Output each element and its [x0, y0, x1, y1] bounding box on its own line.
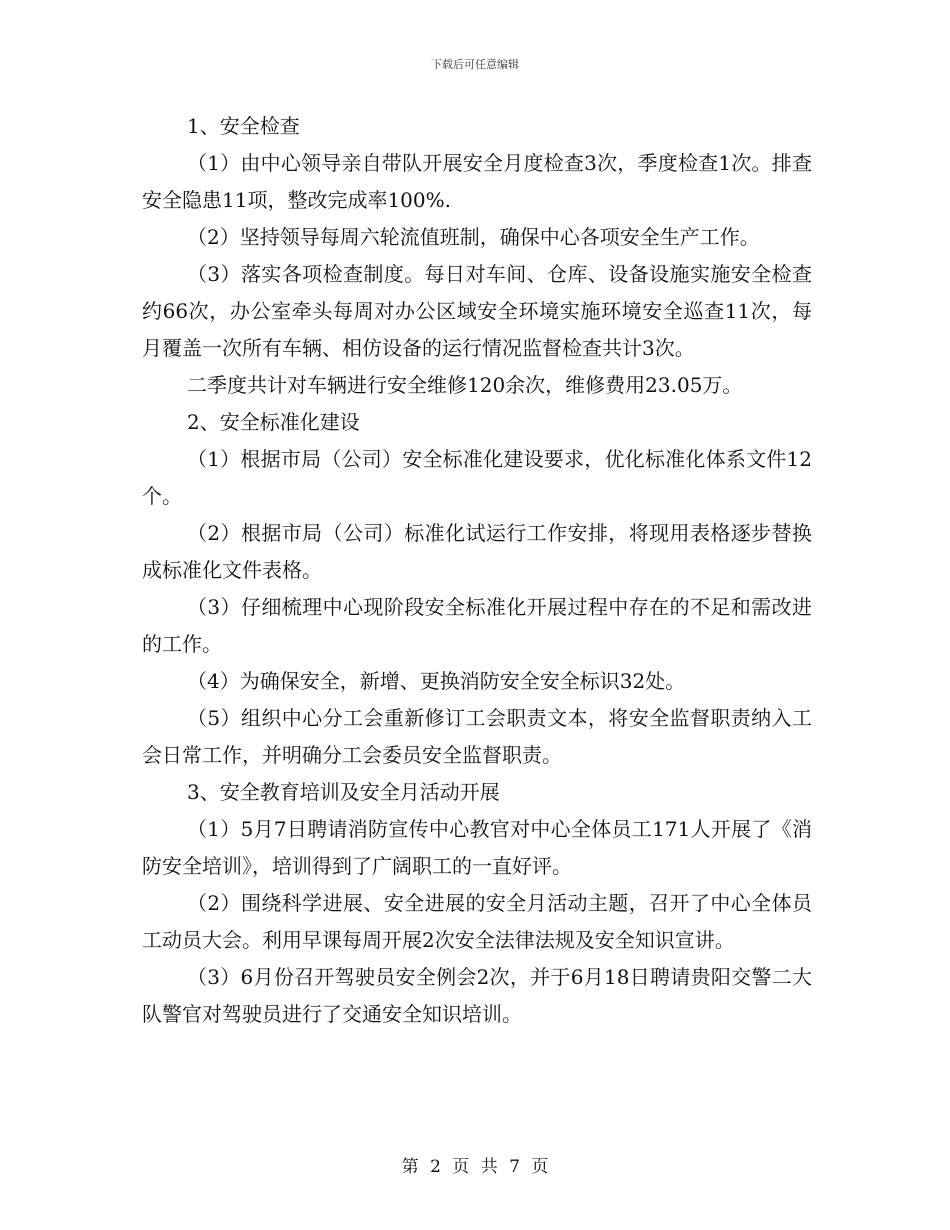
page-header: 下载后可任意编辑 — [431, 58, 519, 71]
section-heading-training: 3、安全教育培训及安全月活动开展 — [187, 780, 500, 804]
paragraph: （2）坚持领导每周六轮流值班制，确保中心各项安全生产工作。 — [187, 225, 760, 249]
paragraph: （4）为确保安全，新增、更换消防安全安全标识32处。 — [187, 669, 686, 693]
section-heading-safety-inspection: 1、安全检查 — [187, 114, 300, 138]
paragraph: （3）仔细梳理中心现阶段安全标准化开展过程中存在的不足和需改进的工作。 — [142, 595, 812, 656]
section-heading-standardization: 2、安全标准化建设 — [187, 410, 360, 434]
document-body — [142, 108, 812, 1033]
paragraph: 二季度共计对车辆进行安全维修120余次，维修费用23.05万。 — [187, 373, 743, 397]
paragraph: （2）围绕科学进展、安全进展的安全月活动主题，召开了中心全体员工动员大会。利用早课每周开展2次安全法律法规及安全知识宣讲。 — [142, 891, 812, 952]
paragraph: （5）组织中心分工会重新修订工会职责文本，将安全监督职责纳入工会日常工作，并明确分工会委员安全监督职责。 — [142, 706, 812, 767]
paragraph: （1）由中心领导亲自带队开展安全月度检查3次，季度检查1次。排查安全隐患11项，整改完成率100%. — [142, 151, 812, 212]
paragraph: （3）落实各项检查制度。每日对车间、仓库、设备设施实施安全检查约66次，办公室牵头每周对办公区域安全环境实施环境安全巡查11次，每月覆盖一次所有车辆、相仿设备的运行情况监督检查共计3次。 — [142, 262, 812, 360]
page-number-footer: 第 2 页 共 7 页 — [401, 1157, 549, 1177]
paragraph: （3）6月份召开驾驶员安全例会2次，并于6月18日聘请贵阳交警二大队警官对驾驶员进行了交通安全知识培训。 — [142, 965, 812, 1026]
paragraph: （1）根据市局（公司）安全标准化建设要求，优化标准化体系文件12个。 — [142, 447, 812, 508]
paragraph: （1）5月7日聘请消防宣传中心教官对中心全体员工171人开展了《消防安全培训》，培训得到了广阔职工的一直好评。 — [142, 817, 812, 878]
paragraph: （2）根据市局（公司）标准化试运行工作安排，将现用表格逐步替换成标准化文件表格。 — [142, 521, 812, 582]
